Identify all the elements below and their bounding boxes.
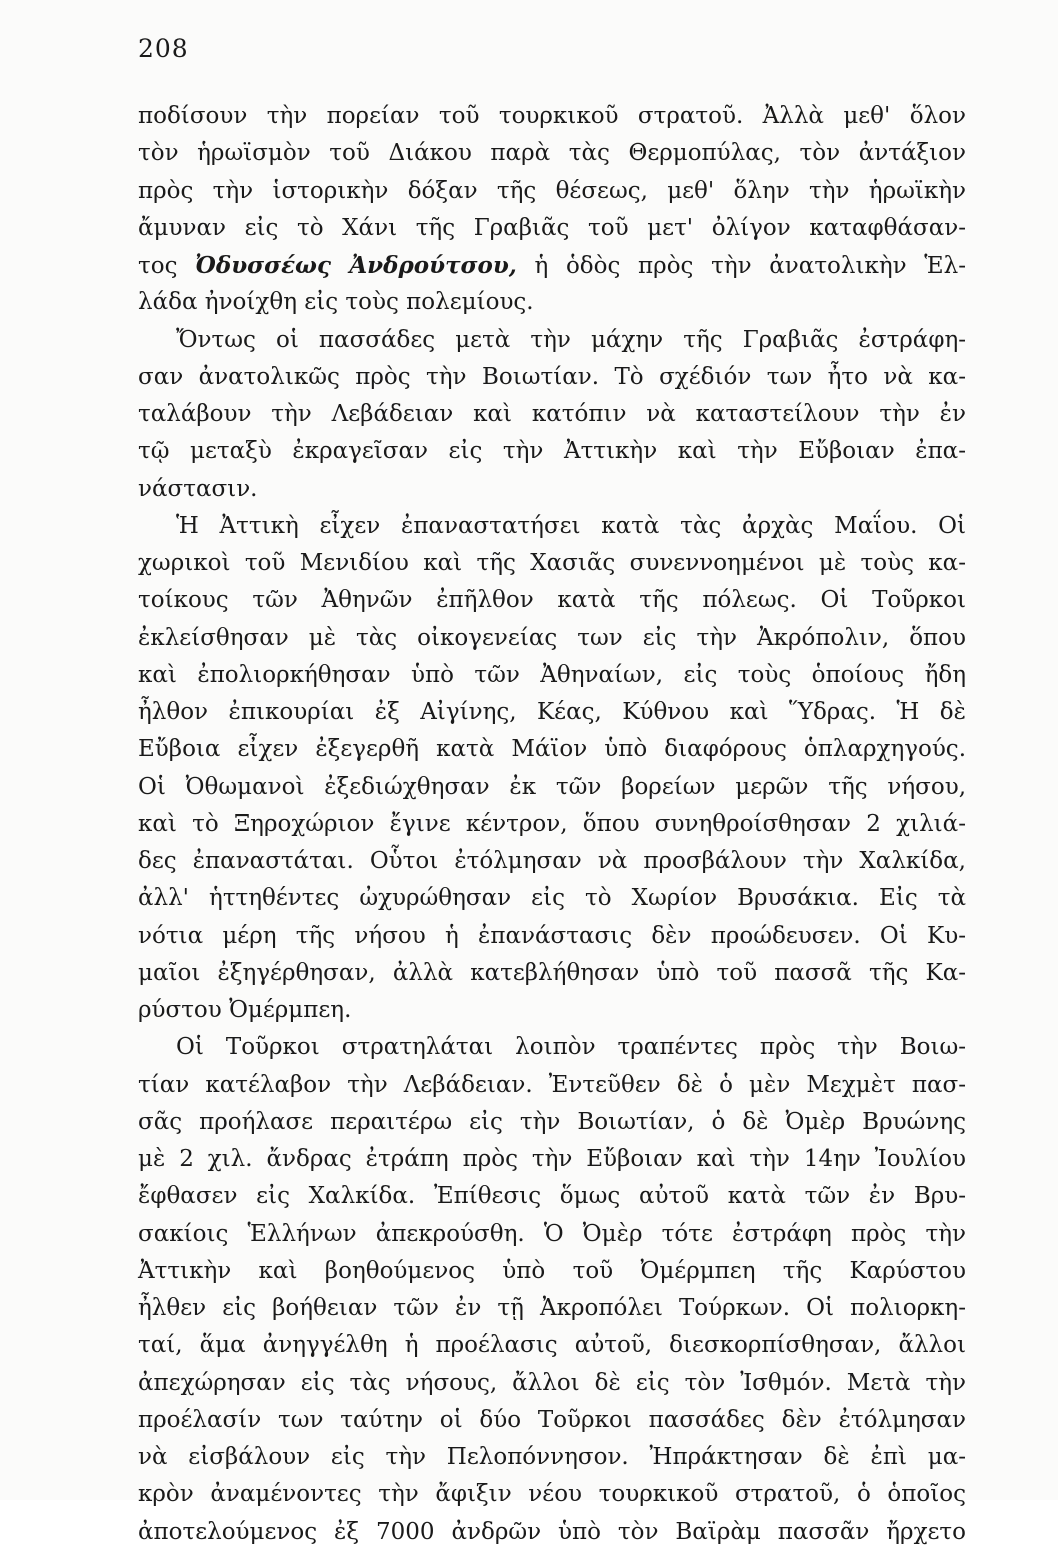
text-line: μὲ 2 χιλ. ἄνδρας ἐτράπη πρὸς τὴν Εὔβοιαν καὶ τὴν 14ην Ἰουλίου (138, 1146, 966, 1172)
text-line: Ἀττικὴν καὶ βοηθούμενος ὑπὸ τοῦ Ὀμέρμπεη τῆς Καρύστου (138, 1257, 966, 1284)
text-line: ἐκλείσθησαν μὲ τὰς οἰκογενείας των εἰς τὴν Ἀκρόπολιν, ὅπου (138, 624, 966, 651)
text-line: καὶ τὸ Ξηροχώριον ἔγινε κέντρον, ὅπου συνηθροίσθησαν 2 χιλιά- (138, 810, 966, 837)
text-line: Εὔβοια εἶχεν ἐξεγερθῆ κατὰ Μάϊον ὑπὸ διαφόρους ὁπλαρχηγούς. (138, 736, 966, 763)
text-line: μαῖοι ἐξηγέρθησαν, ἀλλὰ κατεβλήθησαν ὑπὸ τοῦ πασσᾶ τῆς Κα- (138, 959, 966, 986)
text-line: ποδίσουν τὴν πορείαν τοῦ τουρκικοῦ στρατοῦ. Ἀλλὰ μεθ' ὅλον (138, 103, 966, 129)
text-line: σᾶς προήλασε περαιτέρω εἰς τὴν Βοιωτίαν, ὁ δὲ Ὀμὲρ Βρυώνης (138, 1108, 966, 1135)
page-number: 208 (138, 34, 189, 63)
text-line: σακίοις Ἑλλήνων ἀπεκρούσθη. Ὁ Ὀμὲρ τότε ἐστράφη πρὸς τὴν (138, 1220, 966, 1247)
text-line: δες ἐπαναστάται. Οὗτοι ἐτόλμησαν νὰ προσβάλουν τὴν Χαλκίδα, (138, 848, 966, 874)
text-line: τοίκους τῶν Ἀθηνῶν ἐπῆλθον κατὰ τῆς πόλεως. Οἱ Τοῦρκοι (138, 587, 966, 614)
text-line: πρὸς τὴν ἱστορικὴν δόξαν τῆς θέσεως, μεθ' ὅλην τὴν ἡρωϊκὴν (138, 177, 966, 204)
text-line-segment: ἡ ὁδὸς πρὸς τὴν ἀνατολικὴν Ἑλ- (516, 253, 966, 279)
emphasized-name: Ὀδυσσέως Ἀνδρούτσου, (195, 252, 517, 279)
text-line: σαν ἀνατολικῶς πρὸς τὴν Βοιωτίαν. Τὸ σχέδιόν των ἦτο νὰ κα- (138, 363, 966, 390)
text-line: λάδα ἠνοίχθη εἰς τοὺς πολεμίους. (138, 289, 534, 316)
text-line: ἦλθεν εἰς βοήθειαν τῶν ἐν τῇ Ἀκροπόλει Τούρκων. Οἱ πολιορκη- (138, 1295, 966, 1321)
body-text (138, 98, 966, 1551)
text-line: καὶ ἐπολιορκήθησαν ὑπὸ τῶν Ἀθηναίων, εἰς τοὺς ὁποίους ἤδη (138, 661, 966, 688)
text-line: ταί, ἅμα ἀνηγγέλθη ἡ προέλασις αὐτοῦ, διεσκορπίσθησαν, ἄλλοι (138, 1332, 966, 1359)
text-line: νὰ εἰσβάλουν εἰς τὴν Πελοπόννησον. Ἠπράκτησαν δὲ ἐπὶ μα- (138, 1444, 966, 1470)
text-line: ἦλθον ἐπικουρίαι ἐξ Αἰγίνης, Κέας, Κύθνου καὶ Ὕδρας. Ἡ δὲ (138, 699, 966, 725)
text-line: ἀλλ' ἡττηθέντες ὠχυρώθησαν εἰς τὸ Χωρίον Βρυσάκια. Εἰς τὰ (138, 885, 966, 912)
text-line: κρὸν ἀναμένοντες τὴν ἄφιξιν νέου τουρκικοῦ στρατοῦ, ὁ ὁποῖος (138, 1481, 966, 1508)
text-line: τὸν ἡρωϊσμὸν τοῦ Διάκου παρὰ τὰς Θερμοπύλας, τὸν ἀντάξιον (138, 140, 966, 167)
text-line: ἄμυναν εἰς τὸ Χάνι τῆς Γραβιᾶς τοῦ μετ' ὀλίγον καταφθάσαν- (138, 214, 966, 241)
text-line: χωρικοὶ τοῦ Μενιδίου καὶ τῆς Χασιᾶς συνεννοημένοι μὲ τοὺς κα- (138, 550, 966, 576)
text-line-segment: τος (138, 253, 196, 279)
text-line: νότια μέρη τῆς νήσου ἡ ἐπανάστασις δὲν προώδευσεν. Οἱ Κυ- (138, 922, 966, 949)
text-line: Ἡ Ἀττικὴ εἶχεν ἐπαναστατήσει κατὰ τὰς ἀρχὰς Μαΐου. Οἱ (176, 512, 966, 539)
text-line (138, 247, 966, 284)
text-line: ἀποτελούμενος ἐξ 7000 ἀνδρῶν ὑπὸ τὸν Βαϊρὰμ πασσᾶν ἤρχετο (138, 1518, 966, 1545)
text-line: νάστασιν. (138, 475, 258, 502)
text-line: τίαν κατέλαβον τὴν Λεβάδειαν. Ἐντεῦθεν δὲ ὁ μὲν Μεχμὲτ πασ- (138, 1071, 966, 1098)
text-line: τῷ μεταξὺ ἐκραγεῖσαν εἰς τὴν Ἀττικὴν καὶ τὴν Εὔβοιαν ἐπα- (138, 438, 966, 465)
text-line: Ὄντως οἱ πασσάδες μετὰ τὴν μάχην τῆς Γραβιᾶς ἐστράφη- (176, 326, 966, 353)
text-line: ταλάβουν τὴν Λεβάδειαν καὶ κατόπιν νὰ καταστείλουν τὴν ἐν (138, 401, 966, 427)
text-line: Οἱ Τοῦρκοι στρατηλάται λοιπὸν τραπέντες πρὸς τὴν Βοιω- (176, 1034, 966, 1061)
text-line: προέλασίν των ταύτην οἱ δύο Τοῦρκοι πασσάδες δὲν ἐτόλμησαν (138, 1406, 966, 1433)
text-line: Οἱ Ὀθωμανοὶ ἐξεδιώχθησαν ἐκ τῶν βορείων μερῶν τῆς νήσου, (138, 773, 966, 800)
text-line: ἔφθασεν εἰς Χαλκίδα. Ἐπίθεσις ὅμως αὐτοῦ κατὰ τῶν ἐν Βρυ- (138, 1183, 966, 1210)
text-line: ἀπεχώρησαν εἰς τὰς νήσους, ἄλλοι δὲ εἰς τὸν Ἰσθμόν. Μετὰ τὴν (138, 1369, 966, 1396)
text-line: ρύστου Ὀμέρμπεη. (138, 997, 352, 1023)
